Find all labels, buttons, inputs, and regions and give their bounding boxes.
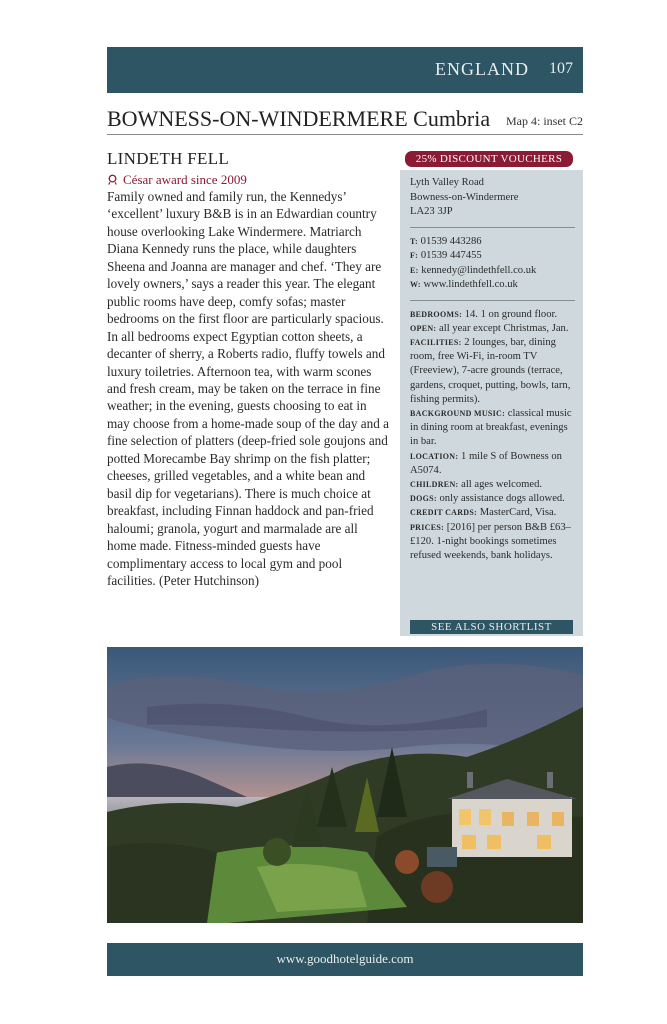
hotel-name: LINDETH FELL bbox=[107, 149, 230, 168]
facts-block bbox=[410, 308, 575, 564]
address-line: Bowness-on-Windermere bbox=[410, 191, 519, 203]
info-sidebar bbox=[400, 170, 583, 636]
page-header-bar bbox=[107, 47, 583, 93]
hotel-photo bbox=[107, 647, 583, 923]
contact-fax: F: 01539 447455 bbox=[410, 250, 482, 261]
award-text: César award since 2009 bbox=[123, 172, 247, 187]
website-url[interactable]: www.goodhotelguide.com bbox=[276, 951, 414, 966]
fact-open: OPEN: all year except Christmas, Jan. bbox=[410, 322, 569, 334]
map-reference: Map 4: inset C2 bbox=[506, 114, 583, 128]
hotel-description: Family owned and family run, the Kennedys’ ‘excellent’ luxury B&B is in an Edwardian country house overlooking Lake Windermere. Matriarch Diana Kennedy runs the place, while daughters Sheena and Joanna are manager and chef. ‘They are lovely owners,’ says a reader this year. The elegant public rooms have deep, comfy sofas; master bedrooms on the first floor are particularly spacious. In all bedrooms expect Egyptian cotton sheets, a decanter of sherry, a Roberts radio, fluffy towels and luxury toiletries. Afternoon tea, with warm scones and fresh cream, may be taken on the terrace in fine weather; in the evening, guests choosing to eat in may choose from a home-made soup of the day and a fine selection of platters (deep-fried sole goujons and potted Morecambe Bay shrimp on the fish platter; cheeses, grilled vegetables, and a white bean and basil dip for vegetarians). There is much choice at breakfast, including Finnan haddock and pan-fried haloumi; granola, yogurt and marmalade are all home made. Fitness-minded guests have complimentary access to local gym and pool facilities. (Peter Hutchinson) bbox=[107, 189, 389, 588]
page-number: 107 bbox=[549, 60, 573, 77]
contact-website[interactable]: W: www.lindethfell.co.uk bbox=[410, 279, 518, 290]
location-title-row bbox=[107, 106, 583, 135]
address-line: Lyth Valley Road bbox=[410, 177, 484, 188]
contact-block bbox=[410, 235, 575, 293]
address-block bbox=[410, 176, 575, 220]
discount-voucher-badge: 25% DISCOUNT VOUCHERS bbox=[405, 151, 573, 167]
fact-facilities: FACILITIES: 2 lounges, bar, dining room, free Wi-Fi, in-room TV (Freeview), 7-acre grounds (terrace, gardens, croquet, putting, bowls, tarn, fishing permits). bbox=[410, 336, 571, 405]
page-footer-bar bbox=[107, 943, 583, 976]
fact-children: CHILDREN: all ages welcomed. bbox=[410, 478, 543, 490]
region-label: ENGLAND bbox=[435, 59, 529, 79]
fact-background-music: BACKGROUND MUSIC: classical music in dining room at breakfast, evenings in bar. bbox=[410, 407, 572, 448]
laurel-icon bbox=[107, 173, 121, 187]
fact-dogs: DOGS: only assistance dogs allowed. bbox=[410, 493, 565, 505]
address-line: LA23 3JP bbox=[410, 206, 453, 217]
contact-phone: T: 01539 443286 bbox=[410, 235, 482, 247]
divider bbox=[410, 227, 575, 228]
fact-prices: PRICES: [2016] per person B&B £63–£120. 1-night bookings sometimes refused weekends, bank holidays. bbox=[410, 521, 571, 561]
contact-email[interactable]: E: kennedy@lindethfell.co.uk bbox=[410, 264, 537, 276]
location-title: BOWNESS-ON-WINDERMERE Cumbria bbox=[107, 106, 491, 131]
fact-credit-cards: CREDIT CARDS: MasterCard, Visa. bbox=[410, 507, 557, 519]
see-also-shortlist-link[interactable]: SEE ALSO SHORTLIST bbox=[410, 620, 573, 634]
divider bbox=[410, 300, 575, 301]
award-line bbox=[107, 172, 247, 188]
fact-bedrooms: BEDROOMS: 14. 1 on ground floor. bbox=[410, 308, 558, 320]
fact-location: LOCATION: 1 mile S of Bowness on A5074. bbox=[410, 450, 562, 476]
